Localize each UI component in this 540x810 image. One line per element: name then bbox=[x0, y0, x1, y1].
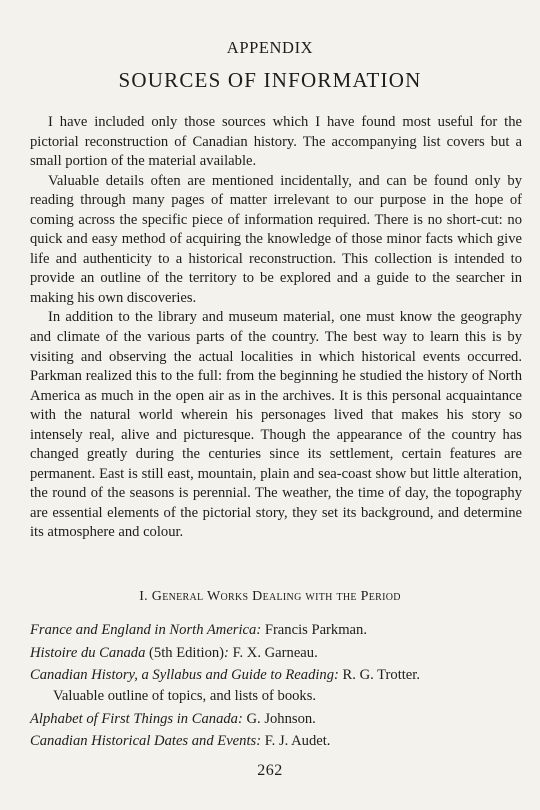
reference-title: Canadian History, a Syllabus and Guide to Reading: bbox=[30, 667, 339, 684]
reference-item bbox=[30, 664, 530, 706]
reference-author: G. Johnson. bbox=[242, 710, 316, 727]
page-title: SOURCES OF INFORMATION bbox=[118, 68, 422, 92]
section-heading: I. General Works Dealing with the Period bbox=[139, 589, 401, 604]
reference-item bbox=[30, 730, 530, 753]
paragraph-intro: I have included only those sources which I have found most useful for the pictorial reconstruction of Canadian history. The accompanying list covers but a small portion of the material available. bbox=[30, 114, 522, 170]
reference-title: Canadian Historical Dates and Events: bbox=[30, 733, 262, 750]
reference-title: Histoire du Canada bbox=[30, 644, 146, 661]
reference-title: Alphabet of First Things in Canada: bbox=[30, 710, 243, 727]
reference-item bbox=[30, 642, 530, 665]
body-text bbox=[30, 113, 522, 543]
paragraph-details: Valuable details often are mentioned incidentally, and can be found only by reading through many pages of matter irrelevant to our purpose in the hope of coming across the specific piece of information required. There is no short-cut: no quick and easy method of acquiring the knowledge of those minor facts which give life and authenticity to a historical reconstruction. This collection is intended to provide an outline of the territory to be explored and a guide to the searcher in making his own discoveries. bbox=[30, 172, 522, 306]
reference-list bbox=[30, 619, 530, 753]
paragraph-geography: In addition to the library and museum material, one must know the geography and climate of the various parts of the country. The best way to learn this is by visiting and observing the actual localities in which historical events occurred. Parkman realized this to the full: from the beginning he studied the history of North America as much in the open air as in the archives. It is this personal acquaintance with the natural world wherein his personages lived that makes his story so intensely real, alive and picturesque. Though the appearance of the country has changed greatly during the centuries since its settlement, certain features are permanent. East is still east, mountain, plain and sea-coast show but little alteration, the round of the seasons is perennial. The weather, the time of day, the topography are essential elements of the pictorial story, they set its background, and determine its atmosphere and colour. bbox=[30, 309, 522, 541]
reference-title: France and England in North America: bbox=[30, 622, 262, 638]
reference-author: Francis Parkman. bbox=[261, 622, 367, 638]
reference-author: F. X. Garneau. bbox=[232, 644, 318, 661]
reference-author: F. J. Audet. bbox=[261, 733, 331, 750]
reference-colon: : bbox=[224, 644, 233, 661]
reference-author: R. G. Trotter. bbox=[338, 667, 420, 684]
page-number: 262 bbox=[257, 762, 283, 779]
reference-item bbox=[30, 708, 530, 731]
reference-edition: (5th Edition) bbox=[145, 644, 225, 661]
reference-item bbox=[30, 619, 530, 642]
reference-note: Valuable outline of topics, and lists of books. bbox=[53, 687, 317, 704]
appendix-label: APPENDIX bbox=[226, 38, 314, 57]
